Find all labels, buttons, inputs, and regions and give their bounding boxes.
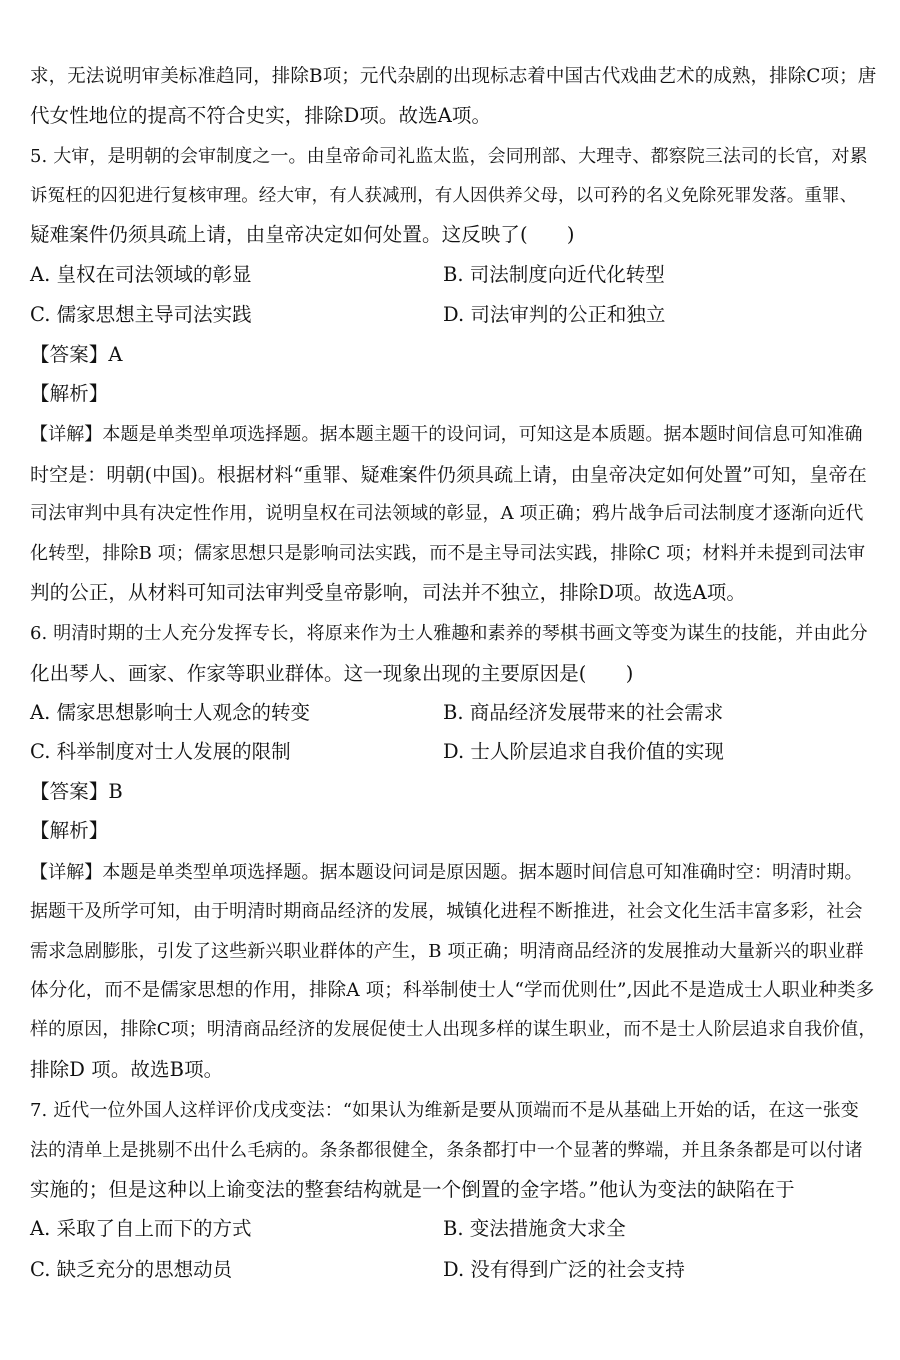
question-7-option-b: B. 变法措施贪大求全 [443, 1217, 626, 1240]
question-7-option-d: D. 没有得到广泛的社会支持 [443, 1258, 685, 1281]
question-7-option-c: C. 缺乏充分的思想动员 [30, 1258, 233, 1281]
question-5-stem: 疑难案件仍须具疏上请，由皇帝决定如何处置。这反映了( ) [30, 223, 575, 246]
text-line: 代女性地位的提高不符合史实，排除D项。故选A项。 [30, 104, 492, 127]
question-7-stem: 法的清单上是挑剔不出什么毛病的。条条都很健全，条条都打中一个显著的弊端，并且条条都是可以付诸 [30, 1140, 863, 1161]
question-6-analysis-label: 【解析】 [30, 819, 109, 842]
question-5-detail: 【详解】本题是单类型单项选择题。据本题主题干的设问词，可知这是本质题。据本题时间信息可知准确 [30, 424, 863, 445]
question-6-option-d: D. 士人阶层追求自我价值的实现 [443, 740, 724, 763]
question-5-analysis-label: 【解析】 [30, 382, 109, 405]
question-5-detail: 化转型，排除B 项；儒家思想只是影响司法实践，而不是主导司法实践，排除C 项；材料并未提到司法审 [30, 543, 866, 564]
question-6-detail: 据题干及所学可知，由于明清时期商品经济的发展，城镇化进程不断推进，社会文化生活丰富多彩，社会 [30, 901, 863, 922]
question-6-detail: 体分化，而不是儒家思想的作用，排除A 项；科举制使士人“学而优则仕”,因此不是造成士人职业种类多 [30, 980, 875, 1001]
question-5-option-b: B. 司法制度向近代化转型 [443, 263, 665, 286]
question-5-detail: 司法审判中具有决定性作用，说明皇权在司法领域的彰显，A 项正确；鸦片战争后司法制度才逐渐向近代 [30, 503, 864, 524]
question-7-option-a: A. 采取了自上而下的方式 [30, 1217, 252, 1240]
question-6-option-a: A. 儒家思想影响士人观念的转变 [30, 701, 310, 724]
question-6-detail: 样的原因，排除C项；明清商品经济的发展促使士人出现多样的谋生职业，而不是士人阶层追求自我价值， [30, 1019, 877, 1040]
question-5-option-d: D. 司法审判的公正和独立 [443, 303, 666, 326]
question-6-detail: 需求急剧膨胀，引发了这些新兴职业群体的产生，B 项正确；明清商品经济的发展推动大量新兴的职业群 [30, 941, 864, 962]
question-6-detail: 排除D 项。故选B项。 [30, 1058, 224, 1081]
question-5-detail: 判的公正，从材料可知司法审判受皇帝影响，司法并不独立，排除D项。故选A项。 [30, 581, 746, 604]
question-5-option-c: C. 儒家思想主导司法实践 [30, 303, 252, 326]
question-6-answer: 【答案】B [30, 780, 123, 803]
question-7-stem: 7. 近代一位外国人这样评价戊戌变法：“如果认为维新是要从顶端而不是从基础上开始的话，在这一张变 [30, 1100, 859, 1121]
question-5-answer: 【答案】A [30, 343, 123, 366]
text-line: 求，无法说明审美标准趋同，排除B项；元代杂剧的出现标志着中国古代戏曲艺术的成熟，排除C项；唐 [30, 66, 877, 87]
question-6-option-c: C. 科举制度对士人发展的限制 [30, 740, 291, 763]
question-5-option-a: A. 皇权在司法领域的彰显 [30, 263, 252, 286]
question-6-stem: 6. 明清时期的士人充分发挥专长，将原来作为士人雅趣和素养的琴棋书画文等变为谋生的技能，并由此分 [30, 623, 868, 644]
question-6-stem: 化出琴人、画家、作家等职业群体。这一现象出现的主要原因是( ) [30, 662, 634, 685]
question-5-detail: 时空是：明朝(中国)。根据材料“重罪、疑难案件仍须具疏上请，由皇帝决定如何处置”可知，皇帝在 [30, 464, 867, 486]
question-5-stem: 5. 大审，是明朝的会审制度之一。由皇帝命司礼监太监，会同刑部、大理寺、都察院三法司的长官，对累 [30, 146, 868, 167]
question-7-stem: 实施的；但是这种以上谕变法的整套结构就是一个倒置的金字塔。”他认为变法的缺陷在于 [30, 1178, 795, 1201]
question-6-detail: 【详解】本题是单类型单项选择题。据本题设问词是原因题。据本题时间信息可知准确时空：明清时期。 [30, 862, 863, 883]
question-5-stem: 诉冤枉的囚犯进行复核审理。经大审，有人获减刑，有人因供养父母，以可矜的名义免除死罪发落。重罪、 [30, 186, 858, 206]
question-6-option-b: B. 商品经济发展带来的社会需求 [443, 701, 724, 724]
